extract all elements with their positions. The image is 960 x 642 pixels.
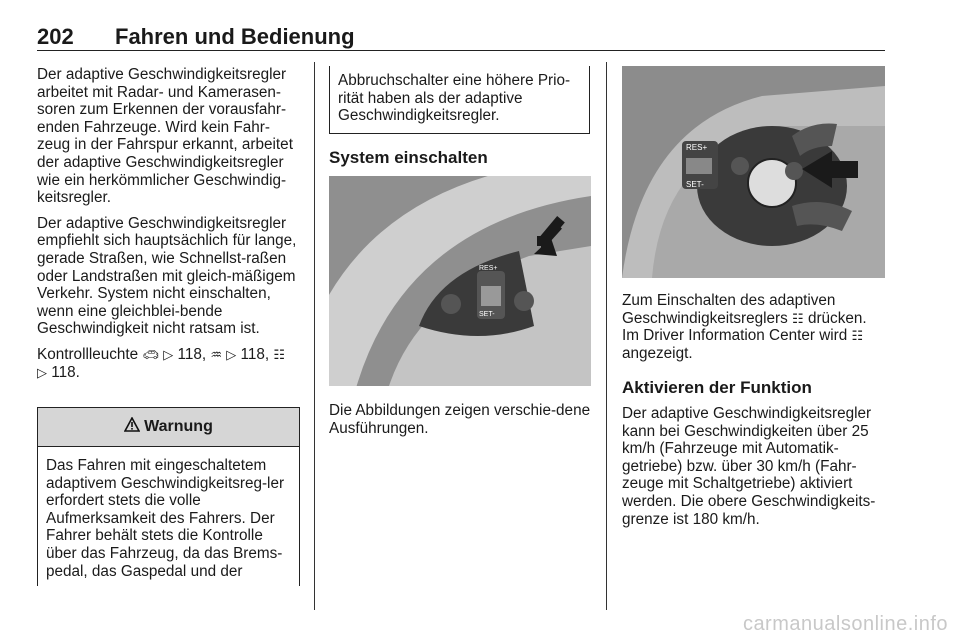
- watermark: carmanualsonline.info: [742, 613, 948, 635]
- page-title: Fahren und Bedienung: [115, 24, 355, 49]
- column-1: [37, 66, 301, 389]
- warning-triangle-icon: [124, 417, 140, 437]
- paragraph: Der adaptive Geschwindigkeitsregler empfiehlt sich hauptsächlich für lange, gerade Straßen, wie Schnellst-raßen oder Landstraßen mit gleich-mäßigem Verkehr. System nicht einschalten, wenn eine gleichblei-bende Geschwindigkeit nicht ratsam ist.: [37, 214, 297, 338]
- column-3-text: [622, 292, 886, 370]
- page-header: [37, 10, 885, 51]
- warning-header: [38, 408, 299, 447]
- paragraph: Der adaptive Geschwindigkeitsregler kann bei Geschwindigkeiten über 25 km/h (Fahrzeuge mit Automatik-getriebe) bzw. über 30 km/h (Fahr-zeuge mit Schaltgetriebe) aktiviert werden. Die obere Geschwindigkeits-grenze ist 180 km/h.: [622, 405, 876, 528]
- paragraph: Der adaptive Geschwindigkeitsregler arbeitet mit Radar- und Kamerasen-soren zum Erkennen der vorausfahr-enden Fahrzeuge. Wird kein Fahr-zeug in der Fahrspur erkannt, arbeitet der adaptive Geschwindigkeitsregler wie ein herkömmlicher Geschwindig-keitsregler.: [37, 66, 293, 207]
- warning-box: [37, 407, 300, 586]
- adaptive-cruise-icon: ☷: [792, 310, 804, 326]
- paragraph: Zum Einschalten des adaptiven Geschwindigkeitsreglers ☷ drücken. Im Driver Information Center wird ☷ angezeigt.: [622, 292, 867, 362]
- page-link[interactable]: 118,: [240, 345, 270, 363]
- warning-title: Warnung: [144, 418, 213, 435]
- image-caption: Die Abbildungen zeigen verschie-dene Ausführungen.: [329, 402, 591, 437]
- set-label: SET-: [686, 180, 704, 189]
- set-label: SET-: [479, 311, 495, 318]
- ref-arrow-icon: ▷: [37, 364, 47, 380]
- column-divider: [606, 62, 607, 610]
- ref-arrow-icon: ▷: [226, 346, 237, 362]
- page-link[interactable]: 118.: [51, 363, 80, 381]
- steering-wheel-icon: ♒: [210, 346, 223, 362]
- adaptive-cruise-icon: ☷: [851, 328, 864, 344]
- ref-arrow-icon: ▷: [163, 346, 174, 362]
- section-heading: System einschalten: [329, 148, 488, 167]
- res-label: RES+: [686, 143, 708, 152]
- steering-wheel-image-2: [622, 66, 885, 278]
- warning-box-continued: Abbruchschalter eine höhere Prio-rität haben als der adaptive Geschwindigkeitsregler.: [329, 66, 590, 134]
- page-number: 202: [37, 24, 74, 49]
- paragraph-indicator-refs: Kontrollleuchte 🚗︎ ▷ 118, ♒ ▷ 118, ☷ ▷ 118.: [37, 345, 286, 381]
- column-divider: [314, 62, 315, 610]
- section-heading: Aktivieren der Funktion: [622, 378, 812, 397]
- warning-text: Das Fahren mit eingeschaltetem adaptivem Geschwindigkeitsreg-ler erfordert stets die volle Aufmerksamkeit des Fahrers. Der Fahrer behält stets die Kontrolle über das Fahrzeug, da das Brems-pedal, das Gaspedal und der: [46, 457, 285, 580]
- steering-wheel-image-1: [329, 176, 591, 386]
- adaptive-cruise-icon: ☷: [273, 346, 286, 362]
- car-icon: 🚗︎: [142, 346, 159, 362]
- page-link[interactable]: 118,: [177, 345, 207, 363]
- res-label: RES+: [479, 265, 498, 272]
